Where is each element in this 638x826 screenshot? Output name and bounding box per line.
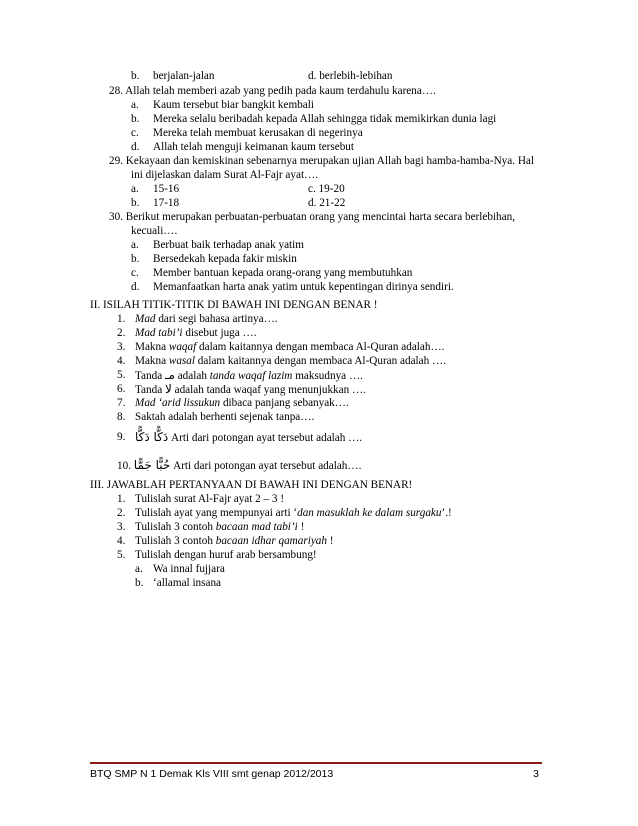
- text-span: b.: [131, 113, 140, 125]
- text-line: [153, 183, 179, 196]
- text-line: [135, 549, 317, 562]
- text-line: [153, 113, 496, 126]
- text-line: [135, 563, 143, 576]
- arabic-text: مـ: [164, 368, 175, 382]
- text-line: [117, 369, 125, 382]
- text-span: dari segi bahasa artinya….: [155, 313, 278, 325]
- text-line: [131, 183, 139, 196]
- text-line: [135, 411, 314, 424]
- text-line: [308, 183, 345, 196]
- text-span: a.: [131, 99, 139, 111]
- text-line: [153, 70, 215, 83]
- text-span: Tulislah 3 contoh: [135, 535, 216, 547]
- text-span: 8.: [117, 411, 126, 423]
- text-span: Makna: [135, 355, 169, 367]
- text-line: [135, 327, 257, 340]
- text-span: Member bantuan kepada orang-orang yang membutuhkan: [153, 267, 413, 279]
- text-span: 10.: [117, 460, 134, 472]
- text-line: [131, 253, 139, 266]
- text-span: 6.: [117, 383, 126, 395]
- text-span: d. 21-22: [308, 197, 346, 209]
- text-span: Wa innal fujjara: [153, 563, 225, 575]
- text-line: [117, 411, 125, 424]
- text-span: 2.: [117, 507, 126, 519]
- text-span: tanda waqaf lazim: [209, 370, 293, 382]
- text-line: [109, 85, 436, 98]
- text-span: bacaan mad tabi’i: [215, 521, 298, 533]
- text-line: [90, 299, 378, 312]
- text-span: c.: [131, 267, 139, 279]
- text-span: 1.: [117, 313, 126, 325]
- text-span: Arti dari potongan ayat tersebut adalah….: [170, 460, 362, 472]
- text-line: [117, 313, 125, 326]
- text-span: 9.: [117, 431, 126, 443]
- text-line: [135, 341, 444, 354]
- text-line: [135, 521, 304, 534]
- text-line: [131, 267, 139, 280]
- text-span: Tulislah surat Al-Fajr ayat 2 – 3 !: [135, 493, 285, 505]
- text-span: Makna: [135, 341, 169, 353]
- text-span: adalah: [174, 370, 210, 382]
- text-line: [117, 493, 125, 506]
- text-span: dan masuklah ke dalam surgaku: [297, 507, 442, 519]
- footer-text: BTQ SMP N 1 Demak Kls VIII smt genap 2012/2013: [90, 768, 334, 780]
- text-line: [153, 141, 354, 154]
- text-line: [117, 549, 125, 562]
- text-span: 5.: [117, 369, 126, 381]
- text-span: d.: [131, 141, 140, 153]
- text-line: [117, 327, 125, 340]
- text-span: dalam kaitannya dengan membaca Al-Quran adalah….: [196, 341, 445, 353]
- text-span: berjalan-jalan: [153, 70, 215, 82]
- text-span: disebut juga ….: [182, 327, 257, 339]
- text-span: a.: [131, 183, 139, 195]
- text-span: a.: [131, 239, 139, 251]
- text-span: bacaan idhar qamariyah: [215, 535, 327, 547]
- text-line: [109, 155, 534, 168]
- text-span: b.: [131, 253, 140, 265]
- text-line: [153, 281, 454, 294]
- text-span: c. 19-20: [308, 183, 345, 195]
- text-line: [117, 355, 125, 368]
- text-line: [135, 431, 362, 445]
- text-line: [135, 313, 278, 326]
- arabic-text: حُبًّا جَمًّا: [133, 458, 171, 472]
- text-span: 15-16: [153, 183, 180, 195]
- text-span: 30. Berikut merupakan perbuatan-perbuatan orang yang mencintai harta secara berlebihan,: [109, 211, 515, 223]
- text-span: b.: [135, 577, 144, 589]
- text-span: Tanda: [135, 370, 165, 382]
- text-line: [131, 281, 139, 294]
- text-line: [131, 169, 318, 182]
- text-line: [308, 70, 393, 83]
- text-line: [117, 397, 125, 410]
- text-line: [135, 355, 446, 368]
- text-span: Saktah adalah berhenti sejenak tanpa….: [135, 411, 315, 423]
- text-span: Mereka selalu beribadah kepada Allah sehingga tidak memikirkan dunia lagi: [153, 113, 497, 125]
- text-span: ‘allamal insana: [153, 577, 222, 589]
- text-span: kecuali….: [131, 225, 178, 237]
- text-span: Mad tabi’i: [135, 327, 183, 339]
- text-line: [90, 479, 412, 492]
- text-line: [131, 70, 139, 83]
- text-line: [131, 99, 139, 112]
- text-line: [153, 197, 179, 210]
- text-span: Berbuat baik terhadap anak yatim: [153, 239, 304, 251]
- text-span: 28. Allah telah memberi azab yang pedih pada kaum terdahulu karena….: [109, 85, 436, 97]
- text-span: b.: [131, 197, 140, 209]
- text-line: [131, 141, 139, 154]
- text-span: Tanda: [135, 384, 165, 396]
- text-span: b.: [131, 70, 140, 82]
- text-line: [308, 197, 345, 210]
- text-span: III. JAWABLAH PERTANYAAN DI BAWAH INI DENGAN BENAR!: [90, 479, 413, 491]
- text-span: ini dijelaskan dalam Surat Al-Fajr ayat….: [131, 169, 319, 181]
- text-line: [131, 127, 139, 140]
- text-span: Bersedekah kepada fakir miskin: [153, 253, 297, 265]
- text-line: [135, 493, 284, 506]
- text-line: [131, 225, 177, 238]
- text-line: [117, 341, 125, 354]
- text-line: [117, 535, 125, 548]
- text-span: Tulislah 3 contoh: [135, 521, 216, 533]
- text-line: [117, 459, 361, 473]
- text-span: 2.: [117, 327, 126, 339]
- text-line: [153, 577, 221, 590]
- text-span: a.: [135, 563, 143, 575]
- footer-rule: [90, 762, 542, 764]
- text-span: Arti dari potongan ayat tersebut adalah ….: [168, 432, 363, 444]
- text-line: [135, 397, 349, 410]
- text-span: 4.: [117, 355, 126, 367]
- text-span: 29. Kekayaan dan kemiskinan sebenarnya merupakan ujian Allah bagi hamba-hamba-Nya. Hal: [109, 155, 534, 167]
- text-line: [153, 563, 225, 576]
- text-span: 3.: [117, 521, 126, 533]
- text-span: 4.: [117, 535, 126, 547]
- text-span: dalam kaitannya dengan membaca Al-Quran adalah ….: [195, 355, 446, 367]
- arabic-text: لا: [164, 382, 172, 396]
- text-span: 1.: [117, 493, 126, 505]
- text-span: !: [297, 521, 305, 533]
- text-line: [131, 197, 139, 210]
- text-line: [135, 577, 143, 590]
- text-span: wasal: [168, 355, 195, 367]
- text-span: 7.: [117, 397, 126, 409]
- text-span: 17-18: [153, 197, 180, 209]
- text-line: [135, 535, 334, 548]
- text-span: Tulislah dengan huruf arab bersambung!: [135, 549, 317, 561]
- text-span: ’.!: [441, 507, 452, 519]
- text-line: [109, 211, 515, 224]
- text-line: [131, 113, 139, 126]
- text-line: [135, 507, 452, 520]
- text-span: maksudnya ….: [292, 370, 363, 382]
- text-span: Mereka telah membuat kerusakan di negerinya: [153, 127, 363, 139]
- text-line: [135, 369, 363, 383]
- text-line: [153, 239, 304, 252]
- text-span: adalah tanda waqaf yang menunjukkan ….: [171, 384, 366, 396]
- text-span: waqaf: [168, 341, 197, 353]
- text-span: d.: [131, 281, 140, 293]
- text-span: Kaum tersebut biar bangkit kembali: [153, 99, 314, 111]
- text-span: Mad ‘arid lissukun: [135, 397, 221, 409]
- arabic-text: دَكًّا دَكًّا: [135, 430, 169, 444]
- text-span: Allah telah menguji keimanan kaum tersebut: [153, 141, 355, 153]
- text-line: [153, 253, 297, 266]
- text-line: [117, 383, 125, 396]
- text-line: [117, 431, 125, 444]
- text-span: !: [326, 535, 334, 547]
- text-span: Mad: [135, 313, 156, 325]
- page-number: 3: [533, 768, 539, 780]
- text-span: Memanfaatkan harta anak yatim untuk kepentingan dirinya sendiri.: [153, 281, 454, 293]
- text-span: Tulislah ayat yang mempunyai arti ‘: [135, 507, 298, 519]
- text-line: [153, 99, 314, 112]
- text-span: d. berlebih-lebihan: [308, 70, 393, 82]
- text-span: II. ISILAH TITIK-TITIK DI BAWAH INI DENGAN BENAR !: [90, 299, 378, 311]
- text-span: c.: [131, 127, 139, 139]
- text-line: [117, 507, 125, 520]
- text-line: [153, 127, 363, 140]
- text-line: [135, 383, 366, 397]
- text-line: [117, 521, 125, 534]
- text-span: dibaca panjang sebanyak….: [220, 397, 349, 409]
- text-span: 3.: [117, 341, 126, 353]
- text-line: [131, 239, 139, 252]
- text-line: [153, 267, 412, 280]
- text-span: 5.: [117, 549, 126, 561]
